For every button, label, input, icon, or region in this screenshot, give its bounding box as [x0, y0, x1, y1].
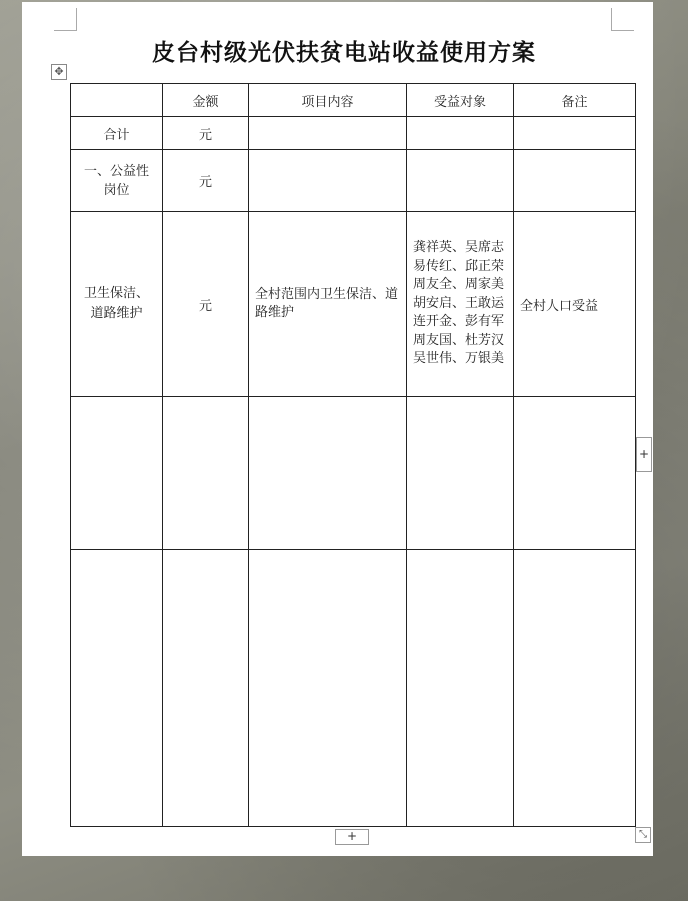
page-corner-mark-top-right	[611, 8, 634, 31]
row-label[interactable]: 一、公益性岗位	[71, 150, 163, 212]
content-cell[interactable]	[249, 150, 407, 212]
table-resize-handle-icon[interactable]: ⤡	[635, 827, 651, 843]
table-row-empty	[71, 550, 636, 827]
note-cell[interactable]: 全村人口受益	[514, 212, 636, 397]
document-title: 皮台村级光伏扶贫电站收益使用方案	[152, 39, 536, 66]
row-label[interactable]	[71, 397, 163, 550]
benefit-table	[70, 83, 636, 827]
row-label[interactable]: 合计	[71, 117, 163, 150]
amount-cell[interactable]: 元	[163, 117, 249, 150]
beneficiary-line: 周友全、周家美	[413, 277, 505, 293]
page-corner-mark-top-left	[54, 8, 77, 31]
header-cell-content[interactable]: 项目内容	[249, 84, 407, 117]
beneficiaries-cell[interactable]	[407, 117, 514, 150]
content-cell[interactable]	[249, 550, 407, 827]
beneficiary-line: 胡安启、王敢运	[413, 295, 505, 311]
note-cell[interactable]	[514, 150, 636, 212]
content-cell[interactable]	[249, 397, 407, 550]
note-cell[interactable]	[514, 550, 636, 827]
table-row-public-posts	[71, 150, 636, 212]
table-header-row	[71, 84, 636, 117]
beneficiary-line: 龚祥英、吴席志	[413, 240, 505, 256]
table-row-total	[71, 117, 636, 150]
note-cell[interactable]	[514, 397, 636, 550]
add-column-button[interactable]: +	[636, 437, 652, 472]
amount-cell[interactable]: 元	[163, 150, 249, 212]
table-row-sanitation	[71, 212, 636, 397]
beneficiary-line: 周友国、杜芳汉	[413, 332, 505, 348]
content-cell[interactable]: 全村范围内卫生保洁、道路维护	[249, 212, 407, 397]
row-label[interactable]: 卫生保洁、道路维护	[71, 212, 163, 397]
table-row-empty	[71, 397, 636, 550]
beneficiaries-cell[interactable]	[407, 397, 514, 550]
header-cell-note[interactable]: 备注	[514, 84, 636, 117]
amount-cell[interactable]	[163, 550, 249, 827]
amount-cell[interactable]	[163, 397, 249, 550]
beneficiary-line: 吴世伟、万银美	[413, 351, 505, 367]
header-cell-beneficiaries[interactable]: 受益对象	[407, 84, 514, 117]
amount-cell[interactable]: 元	[163, 212, 249, 397]
beneficiaries-cell[interactable]	[407, 550, 514, 827]
row-label[interactable]	[71, 550, 163, 827]
beneficiaries-cell[interactable]	[407, 150, 514, 212]
add-row-button[interactable]: +	[335, 829, 369, 845]
beneficiary-line: 连开金、彭有军	[413, 314, 505, 330]
content-cell[interactable]	[249, 117, 407, 150]
header-cell-amount[interactable]: 金额	[163, 84, 249, 117]
beneficiary-line: 易传红、邱正荣	[413, 258, 505, 274]
note-cell[interactable]	[514, 117, 636, 150]
header-cell-blank[interactable]	[71, 84, 163, 117]
table-move-handle-icon[interactable]: ✥	[51, 64, 67, 80]
beneficiaries-cell[interactable]	[407, 212, 514, 397]
